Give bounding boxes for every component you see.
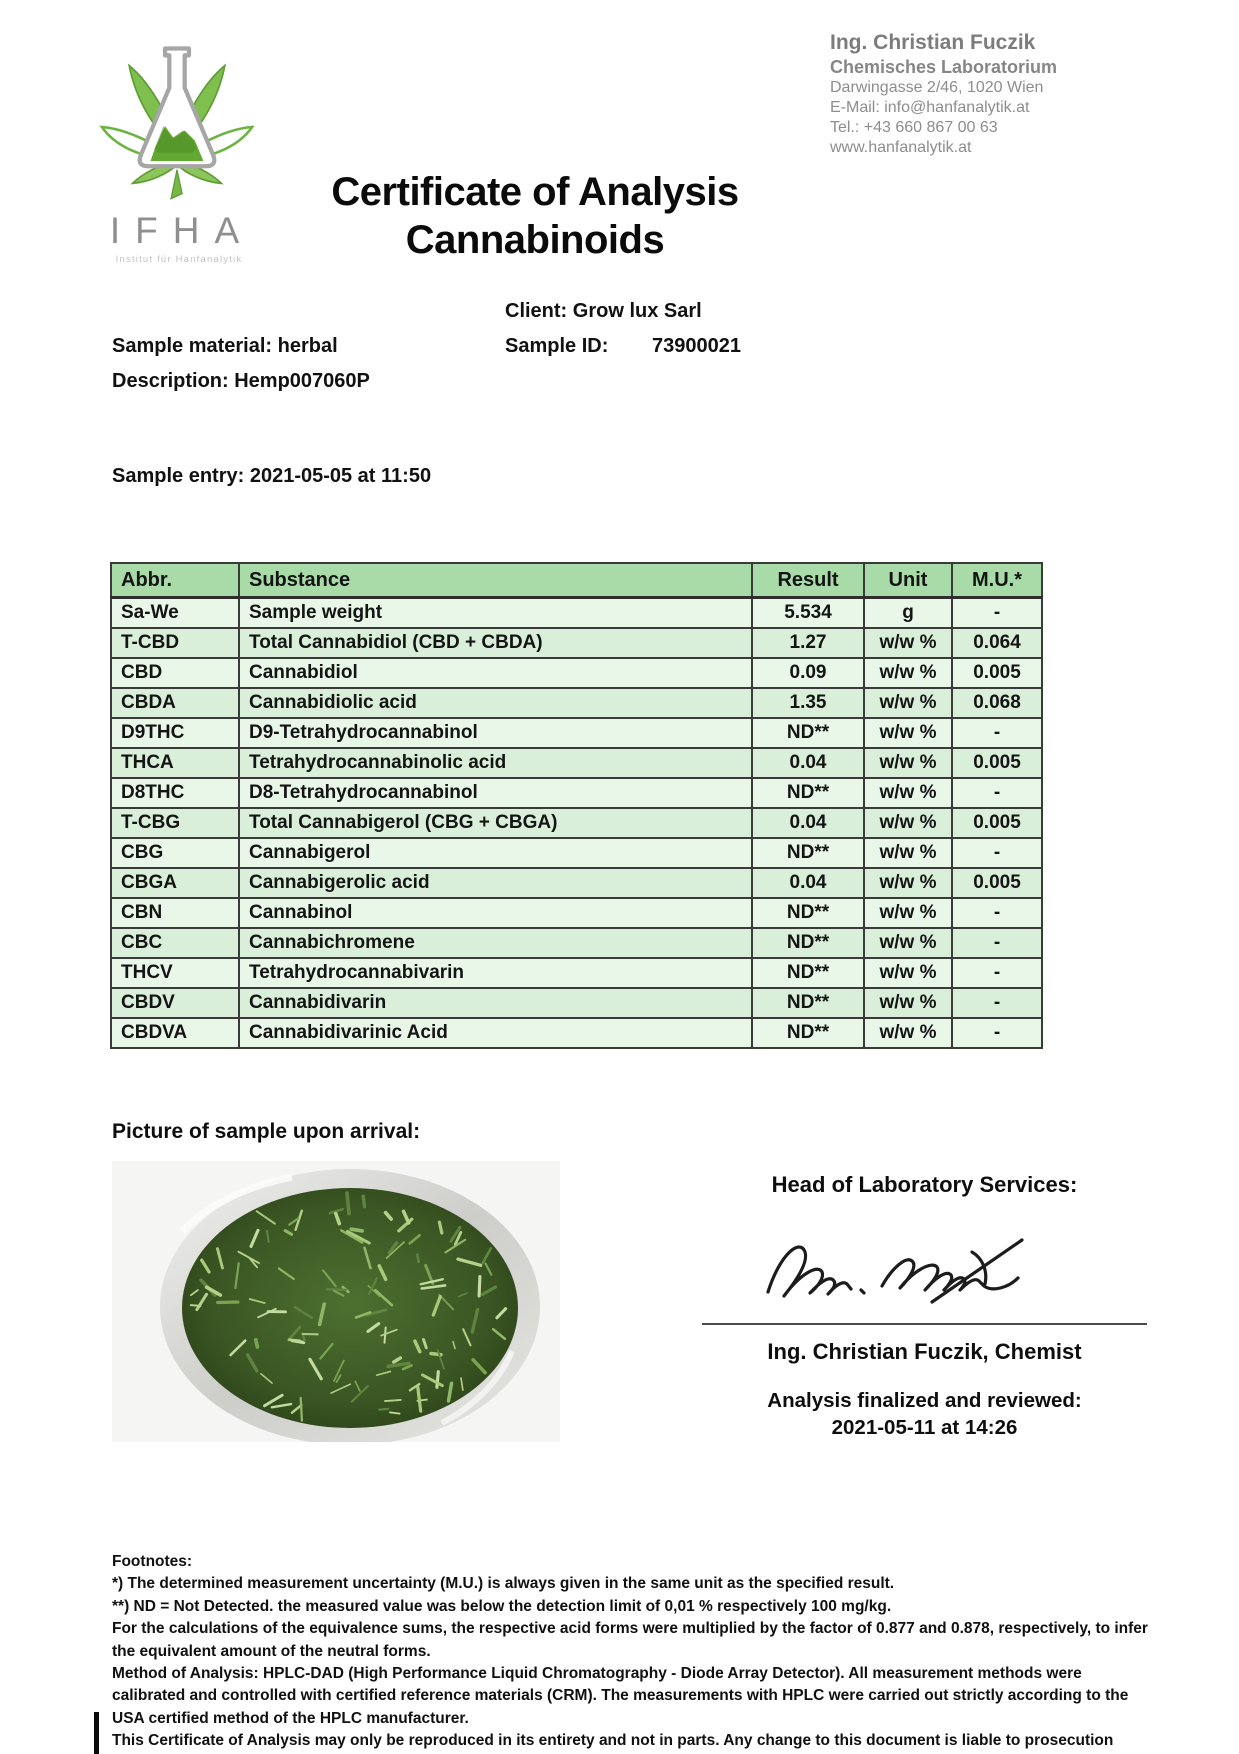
herb-stroke xyxy=(218,1302,238,1303)
cell-abbr: CBDA xyxy=(111,688,239,718)
cell-abbr: T-CBG xyxy=(111,808,239,838)
cell-unit: w/w % xyxy=(864,838,952,868)
col-header-abbr: Abbr. xyxy=(111,563,239,598)
herb-stroke xyxy=(385,1400,401,1401)
cell-unit: w/w % xyxy=(864,778,952,808)
col-header-unit: Unit xyxy=(864,563,952,598)
results-table xyxy=(110,562,1043,1049)
finalized-date: 2021-05-11 at 14:26 xyxy=(831,1416,1018,1439)
sample-id-value: 73900021 xyxy=(652,335,741,357)
sample-photo xyxy=(112,1161,560,1442)
col-header-result: Result xyxy=(752,563,864,598)
cell-abbr: CBC xyxy=(111,928,239,958)
herb-stroke xyxy=(289,1340,300,1341)
herb-stroke xyxy=(363,1196,364,1207)
cell-mu: - xyxy=(952,598,1042,629)
contact-website: www.hanfanalytik.at xyxy=(830,139,972,156)
cell-mu: 0.068 xyxy=(952,688,1042,718)
cell-substance: Tetrahydrocannabivarin xyxy=(239,958,752,988)
table-row xyxy=(111,628,1042,658)
cell-abbr: CBDVA xyxy=(111,1018,239,1048)
cell-abbr: CBGA xyxy=(111,868,239,898)
table-row xyxy=(111,958,1042,988)
sample-id-label: Sample ID: xyxy=(505,335,609,357)
cell-abbr: D9THC xyxy=(111,718,239,748)
sample-material-line: Sample material: herbal xyxy=(112,335,338,357)
cell-abbr: CBG xyxy=(111,838,239,868)
contact-address: Darwingasse 2/46, 1020 Wien xyxy=(830,79,1044,96)
cell-unit: w/w % xyxy=(864,748,952,778)
cell-substance: D9-Tetrahydrocannabinol xyxy=(239,718,752,748)
cell-mu: - xyxy=(952,1018,1042,1048)
document-title xyxy=(260,168,810,264)
document-title-line1: Certificate of Analysis xyxy=(331,170,739,214)
cell-mu: 0.005 xyxy=(952,868,1042,898)
cell-result: ND** xyxy=(752,898,864,928)
cell-unit: w/w % xyxy=(864,1018,952,1048)
cell-unit: w/w % xyxy=(864,808,952,838)
cell-unit: w/w % xyxy=(864,628,952,658)
signature-block xyxy=(672,1172,1177,1441)
cell-mu: 0.005 xyxy=(952,748,1042,778)
cell-substance: Total Cannabigerol (CBG + CBGA) xyxy=(239,808,752,838)
cell-unit: w/w % xyxy=(864,958,952,988)
table-row xyxy=(111,718,1042,748)
cell-abbr: CBDV xyxy=(111,988,239,1018)
cell-substance: Cannabigerolic acid xyxy=(239,868,752,898)
table-row xyxy=(111,598,1042,629)
herb-stroke xyxy=(347,1193,349,1214)
handwritten-signature-icon xyxy=(760,1226,1090,1316)
sample-picture-label: Picture of sample upon arrival: xyxy=(112,1120,421,1143)
footnotes-title: Footnotes: xyxy=(112,1553,193,1570)
cell-unit: g xyxy=(864,598,952,629)
table-row xyxy=(111,778,1042,808)
table-row xyxy=(111,808,1042,838)
cell-result: ND** xyxy=(752,778,864,808)
cell-substance: Cannabidivarinic Acid xyxy=(239,1018,752,1048)
cell-abbr: D8THC xyxy=(111,778,239,808)
footnote-line: For the calculations of the equivalence sums, the respective acid forms were multiplied by the factor of 0.877 and 0.878, respectively, to infer the equivalent amount of the neutral forms. xyxy=(112,1620,1148,1660)
herb-stroke xyxy=(379,1409,388,1410)
cell-mu: - xyxy=(952,778,1042,808)
cell-mu: - xyxy=(952,988,1042,1018)
signer-name: Ing. Christian Fuczik, Chemist xyxy=(767,1339,1082,1364)
col-header-substance: Substance xyxy=(239,563,752,598)
cell-unit: w/w % xyxy=(864,718,952,748)
cell-substance: Cannabidiolic acid xyxy=(239,688,752,718)
table-row xyxy=(111,688,1042,718)
table-row xyxy=(111,838,1042,868)
footnote-line: Method of Analysis: HPLC-DAD (High Performance Liquid Chromatography - Diode Array Detector). All measurement methods were calibrated and controlled with certified reference materials (CRM). The measurements with HPLC were carried out strictly according to the USA certified method of the HPLC manufacturer. xyxy=(112,1665,1129,1727)
cell-substance: Tetrahydrocannabinolic acid xyxy=(239,748,752,778)
cell-abbr: THCA xyxy=(111,748,239,778)
sample-bowl-photo-icon xyxy=(112,1161,560,1442)
cell-mu: - xyxy=(952,898,1042,928)
finalized-label: Analysis finalized and reviewed: xyxy=(767,1389,1082,1412)
contact-phone: Tel.: +43 660 867 00 63 xyxy=(830,119,998,136)
logo-acronym: IFHA xyxy=(109,210,255,251)
table-row xyxy=(111,898,1042,928)
cell-mu: 0.064 xyxy=(952,628,1042,658)
cell-unit: w/w % xyxy=(864,658,952,688)
herb-stroke xyxy=(439,1222,441,1233)
cell-mu: - xyxy=(952,838,1042,868)
herb-stroke xyxy=(479,1277,480,1296)
signature-heading: Head of Laboratory Services: xyxy=(771,1172,1078,1197)
cell-unit: w/w % xyxy=(864,688,952,718)
herb-stroke xyxy=(390,1412,400,1413)
table-row xyxy=(111,658,1042,688)
footnote-line: *) The determined measurement uncertainty (M.U.) is always given in the same unit as the specified result. xyxy=(112,1575,895,1593)
cell-substance: Cannabidiol xyxy=(239,658,752,688)
cell-mu: - xyxy=(952,958,1042,988)
cell-mu: - xyxy=(952,718,1042,748)
col-header-mu: M.U.* xyxy=(952,563,1042,598)
description-line: Description: Hemp007060P xyxy=(112,370,370,392)
cell-result: 0.04 xyxy=(752,808,864,838)
footnotes-section xyxy=(112,1551,1152,1753)
cell-abbr: Sa-We xyxy=(111,598,239,629)
cell-abbr: T-CBD xyxy=(111,628,239,658)
cell-unit: w/w % xyxy=(864,928,952,958)
herb-stroke xyxy=(417,1255,418,1262)
scan-artifact-mark xyxy=(94,1712,99,1754)
footnote-line: **) ND = Not Detected. the measured value was below the detection limit of 0,01 % respectively 100 mg/kg. xyxy=(112,1597,892,1615)
cell-substance: Cannabichromene xyxy=(239,928,752,958)
cell-abbr: CBN xyxy=(111,898,239,928)
logo-tagline: Institut für Hanfanalytik xyxy=(115,254,243,265)
herb-stroke xyxy=(351,1229,362,1231)
cell-result: ND** xyxy=(752,1018,864,1048)
cell-unit: w/w % xyxy=(864,988,952,1018)
herb-stroke xyxy=(256,1340,258,1347)
contact-name: Ing. Christian Fuczik xyxy=(830,31,1036,54)
cell-result: 0.04 xyxy=(752,748,864,778)
herb-stroke xyxy=(327,1289,346,1290)
cell-result: ND** xyxy=(752,928,864,958)
cell-result: ND** xyxy=(752,988,864,1018)
cell-substance: Sample weight xyxy=(239,598,752,629)
results-table-body xyxy=(111,598,1042,1049)
table-row xyxy=(111,988,1042,1018)
cell-mu: 0.005 xyxy=(952,658,1042,688)
contact-lab: Chemisches Laboratorium xyxy=(830,57,1058,77)
cell-substance: Cannabidivarin xyxy=(239,988,752,1018)
hemp-flask-logo-icon xyxy=(77,28,277,203)
cell-result: 0.09 xyxy=(752,658,864,688)
cell-abbr: THCV xyxy=(111,958,239,988)
cell-result: ND** xyxy=(752,958,864,988)
cell-result: ND** xyxy=(752,718,864,748)
cell-result: 5.534 xyxy=(752,598,864,629)
table-row xyxy=(111,868,1042,898)
table-row xyxy=(111,928,1042,958)
cell-substance: Cannabinol xyxy=(239,898,752,928)
lab-contact-block xyxy=(830,30,1057,158)
sample-entry-line: Sample entry: 2021-05-05 at 11:50 xyxy=(112,465,432,487)
cell-result: 1.27 xyxy=(752,628,864,658)
herb-stroke xyxy=(301,1398,302,1421)
cell-substance: Cannabigerol xyxy=(239,838,752,868)
footnote-line: This Certificate of Analysis may only be reproduced in its entirety and not in parts. Any change to this document is liable to prosecution xyxy=(112,1732,1114,1750)
cell-unit: w/w % xyxy=(864,868,952,898)
cell-substance: D8-Tetrahydrocannabinol xyxy=(239,778,752,808)
cell-mu: 0.005 xyxy=(952,808,1042,838)
table-row xyxy=(111,748,1042,778)
lab-logo xyxy=(72,28,282,265)
cell-result: ND** xyxy=(752,838,864,868)
client-line: Client: Grow lux Sarl xyxy=(505,300,702,322)
table-row xyxy=(111,1018,1042,1048)
document-title-line2: Cannabinoids xyxy=(405,218,665,262)
contact-email: E-Mail: info@hanfanalytik.at xyxy=(830,99,1030,116)
cell-mu: - xyxy=(952,928,1042,958)
cell-unit: w/w % xyxy=(864,898,952,928)
signature-rule xyxy=(702,1323,1147,1325)
cell-substance: Total Cannabidiol (CBD + CBDA) xyxy=(239,628,752,658)
results-table-header-row xyxy=(111,563,1042,598)
cell-result: 1.35 xyxy=(752,688,864,718)
cell-abbr: CBD xyxy=(111,658,239,688)
cell-result: 0.04 xyxy=(752,868,864,898)
